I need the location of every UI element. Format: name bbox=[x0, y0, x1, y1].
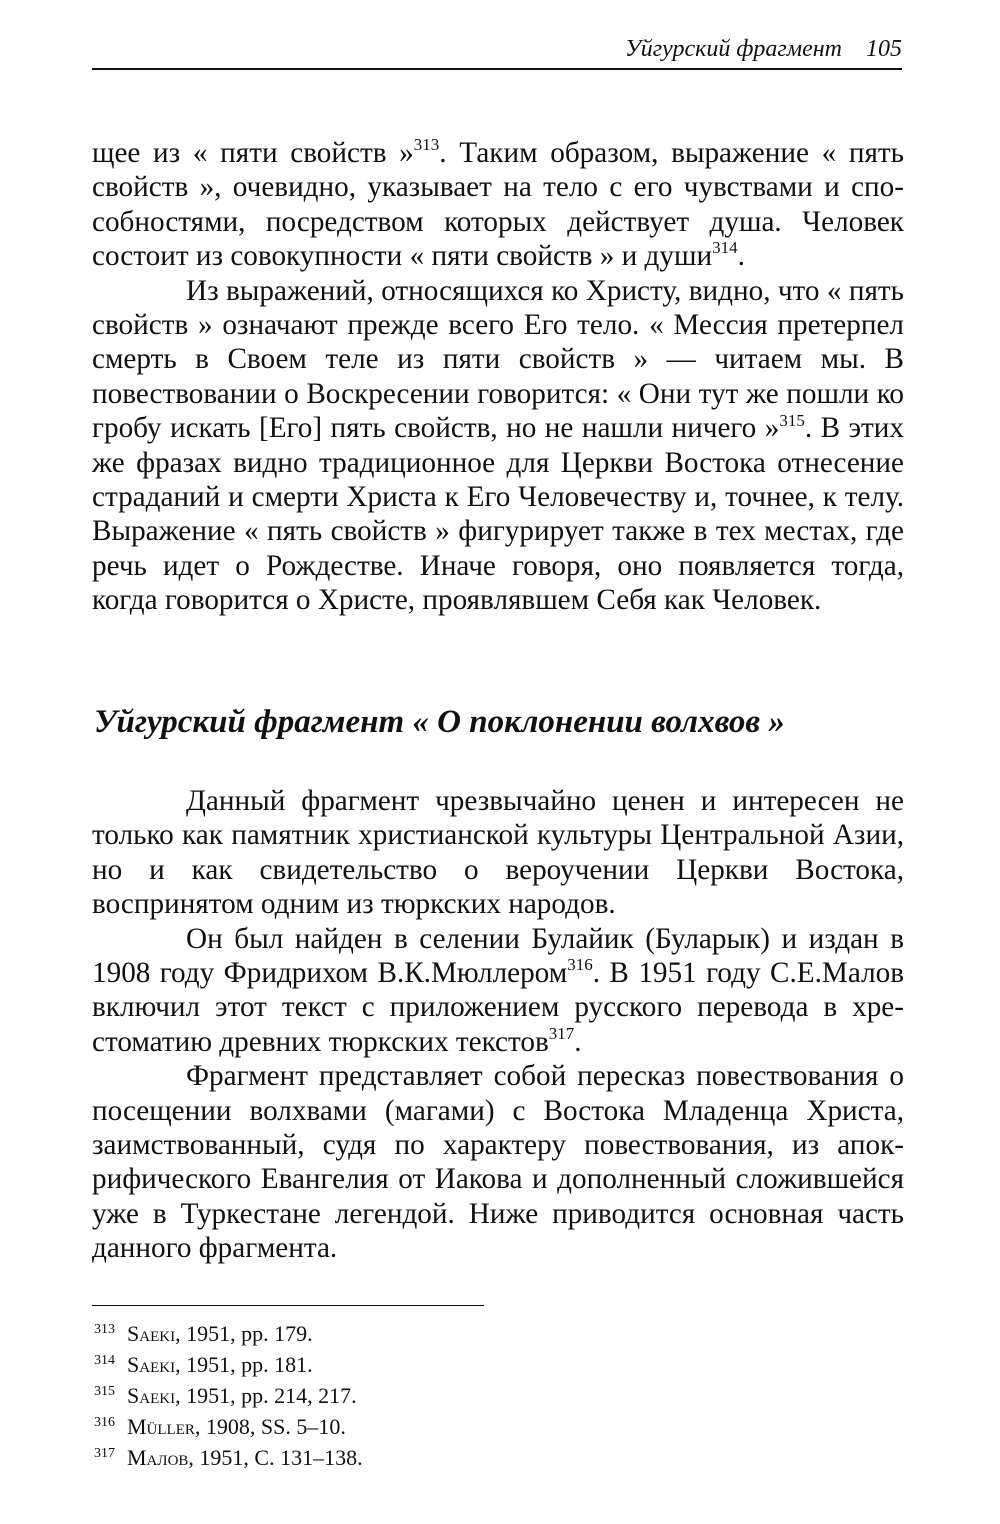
footnote bbox=[94, 1349, 694, 1380]
footnote bbox=[94, 1411, 694, 1442]
footnote-author: Saeki bbox=[127, 1352, 176, 1377]
footnote bbox=[94, 1380, 694, 1411]
footnote-ref-text: , 1951, pp. 179. bbox=[175, 1321, 313, 1346]
footnote-ref-text: , 1951, pp. 214, 217. bbox=[175, 1383, 357, 1408]
paragraph bbox=[92, 136, 904, 274]
text-run: . bbox=[574, 1025, 582, 1058]
paragraph bbox=[92, 922, 904, 1060]
footnote bbox=[94, 1318, 694, 1349]
paragraph: Фрагмент представляет собой пересказ повествования о посещении волхвами (магами) с Востока Младенца Христа, заимствованный, судя по характеру повествования, из апокрифического Евангелия от Иакова и дополненный сложившейся уже в Туркестане легендой. Ниже приводится основная часть данного фрагмента. bbox=[92, 1060, 904, 1265]
footnote-ref-316[interactable]: 316 bbox=[567, 955, 593, 975]
footnote-ref-315[interactable]: 315 bbox=[779, 410, 805, 430]
footnote-number: 317 bbox=[94, 1445, 115, 1461]
footnote-number: 313 bbox=[94, 1321, 115, 1337]
text-run: щее из « пяти свойств » bbox=[92, 137, 414, 169]
running-header bbox=[92, 34, 902, 70]
footnote-ref-text: , 1908, SS. 5–10. bbox=[194, 1414, 346, 1439]
footnote-number: 315 bbox=[94, 1383, 115, 1399]
text-run: . bbox=[737, 240, 745, 273]
text-run: Он был найден в селении Булайик (Буларык) и издан в 1908 году Фридрихом В.К.Мюллером bbox=[92, 922, 904, 990]
footnote-author: Müller bbox=[127, 1414, 195, 1439]
body-text-bottom bbox=[92, 784, 904, 1266]
footnote-ref-text: , 1951, С. 131–138. bbox=[188, 1445, 363, 1470]
footnote-number: 314 bbox=[94, 1352, 115, 1368]
text-run: Из выражений, относящихся ко Христу, видно, что « пять свойств » означают прежде всего Его тело. « Мессия претерпел смерть в Своем теле из пяти свойств » — читаем мы. В повествовании о Воскресении говорится: « Они тут же пошли ко гробу искать [Его] пять свойств, но не нашли ничего » bbox=[92, 274, 904, 445]
page-number: 105 bbox=[866, 36, 902, 62]
footnote-author: Малов bbox=[127, 1445, 189, 1470]
footnote-author: Saeki bbox=[127, 1383, 176, 1408]
footnote-separator bbox=[92, 1305, 484, 1306]
text-run: . В этих же фразах видно традиционное для Церкви Востока отнесение страданий и смерти Христа к Его Человечеству и, точнее, к телу. Выражение « пять свойств » фигурирует также в тех местах, где речь идет о Рождестве. Иначе говоря, оно появляется тогда, когда говорится о Христе, проявлявшем Себя как Человек. bbox=[92, 412, 904, 617]
text-run: . Таким образом, выражение « пять свойств », очевидно, указывает на тело с его чувствами и способностями, посредством которых действует душа. Человек состоит из совокупности « пяти свойств » и души bbox=[92, 137, 904, 273]
text-run: . В 1951 году С.Е.Малов включил этот текст с приложением русского перевода в хрестоматию древних тюркских текстов bbox=[92, 957, 905, 1058]
footnotes bbox=[94, 1318, 694, 1473]
footnote-ref-314[interactable]: 314 bbox=[712, 238, 738, 258]
footnote-author: Saeki bbox=[127, 1321, 176, 1346]
footnote bbox=[94, 1442, 694, 1473]
footnote-number: 316 bbox=[94, 1414, 115, 1430]
footnote-ref-313[interactable]: 313 bbox=[413, 135, 440, 155]
paragraph bbox=[92, 274, 904, 618]
footnote-ref-317[interactable]: 317 bbox=[548, 1024, 575, 1044]
paragraph: Данный фрагмент чрезвычайно ценен и интересен не только как памятник христианской культуры Центральной Азии, но и как свидетельство о вероучении Церкви Востока, воспринятом одним из тюркских народов. bbox=[92, 785, 904, 921]
body-text-top bbox=[92, 136, 904, 618]
section-heading: Уйгурский фрагмент « О поклонении волхвов » bbox=[94, 704, 785, 740]
footnote-ref-text: , 1951, pp. 181. bbox=[175, 1352, 313, 1377]
running-title: Уйгурский фрагмент bbox=[624, 36, 842, 62]
